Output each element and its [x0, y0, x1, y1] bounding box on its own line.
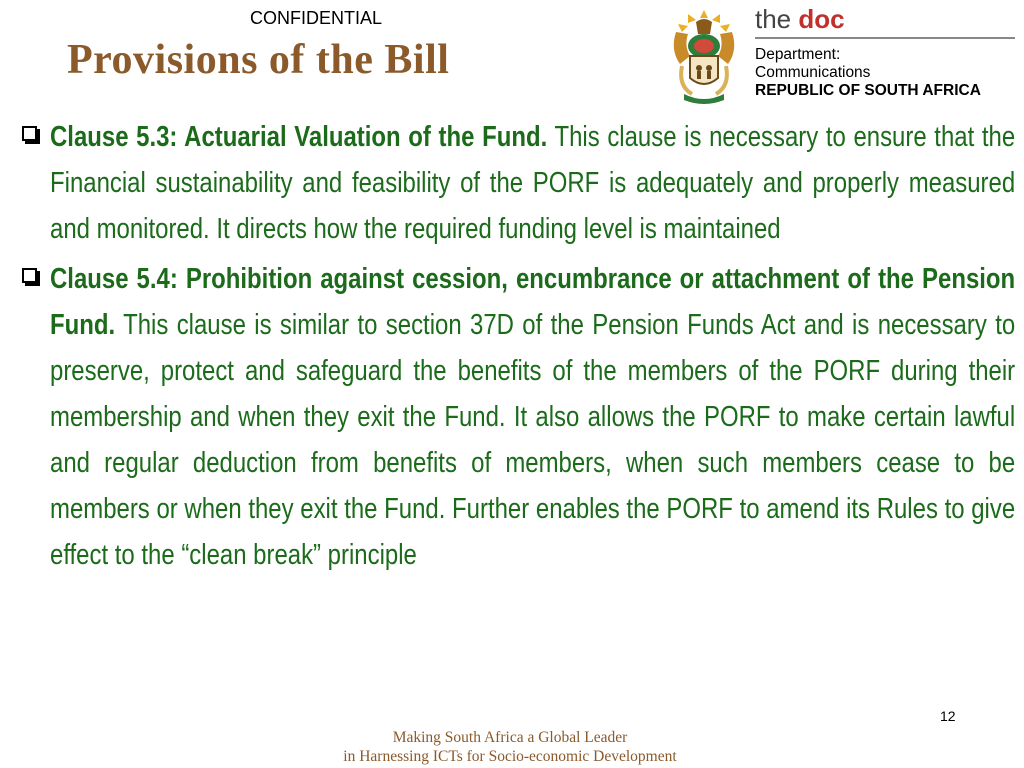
bullet-text	[50, 114, 1015, 252]
brand-department-label: Department:	[755, 46, 841, 63]
brand-communications-label: Communications	[755, 64, 871, 81]
bullet-item	[20, 114, 1014, 252]
department-logo	[755, 4, 1017, 100]
bullet-heading: Clause 5.3: Actuarial Valuation of the Fund.	[50, 121, 548, 153]
page-number: 12	[940, 708, 956, 724]
checkbox-bullet-icon	[22, 268, 37, 283]
footer-line-2: in Harnessing ICTs for Socio-economic Development	[343, 748, 677, 765]
bullet-body: This clause is similar to section 37D of the Pension Funds Act and is necessary to preserve, protect and safeguard the benefits of the members of the PORF during their membership and when they exit the Fund. It also allows the PORF to make certain lawful and regular deduction from benefits of members, when such members cease to be members or when they exit the Fund. Further enables the PORF to amend its Rules to give effect to the “clean break” principle	[50, 309, 1016, 571]
confidential-label: CONFIDENTIAL	[250, 8, 383, 28]
brand-doc: doc	[798, 4, 845, 34]
footer-line-1: Making South Africa a Global Leader	[392, 729, 628, 746]
bullet-body: This clause is necessary to ensure that the Financial sustainability and feasibility of the PORF is adequately and properly measured and monitored. It directs how the required funding level is maintained	[50, 121, 1016, 245]
bullet-heading: Clause 5.4: Prohibition against cession, encumbrance or attachment of the Pension Fund.	[50, 263, 1016, 341]
checkbox-bullet-icon	[22, 126, 37, 141]
brand-country-label: REPUBLIC OF SOUTH AFRICA	[755, 82, 981, 99]
bullet-item	[20, 256, 1014, 578]
south-africa-coat-of-arms-icon	[664, 6, 744, 106]
bullet-list	[20, 114, 1014, 582]
bullet-text	[50, 256, 1015, 578]
brand-divider	[755, 37, 1015, 39]
slide-title: Provisions of the Bill	[67, 37, 450, 83]
brand-the: the	[755, 4, 792, 34]
brand-wordmark	[755, 4, 1017, 35]
footer-tagline	[250, 728, 770, 766]
